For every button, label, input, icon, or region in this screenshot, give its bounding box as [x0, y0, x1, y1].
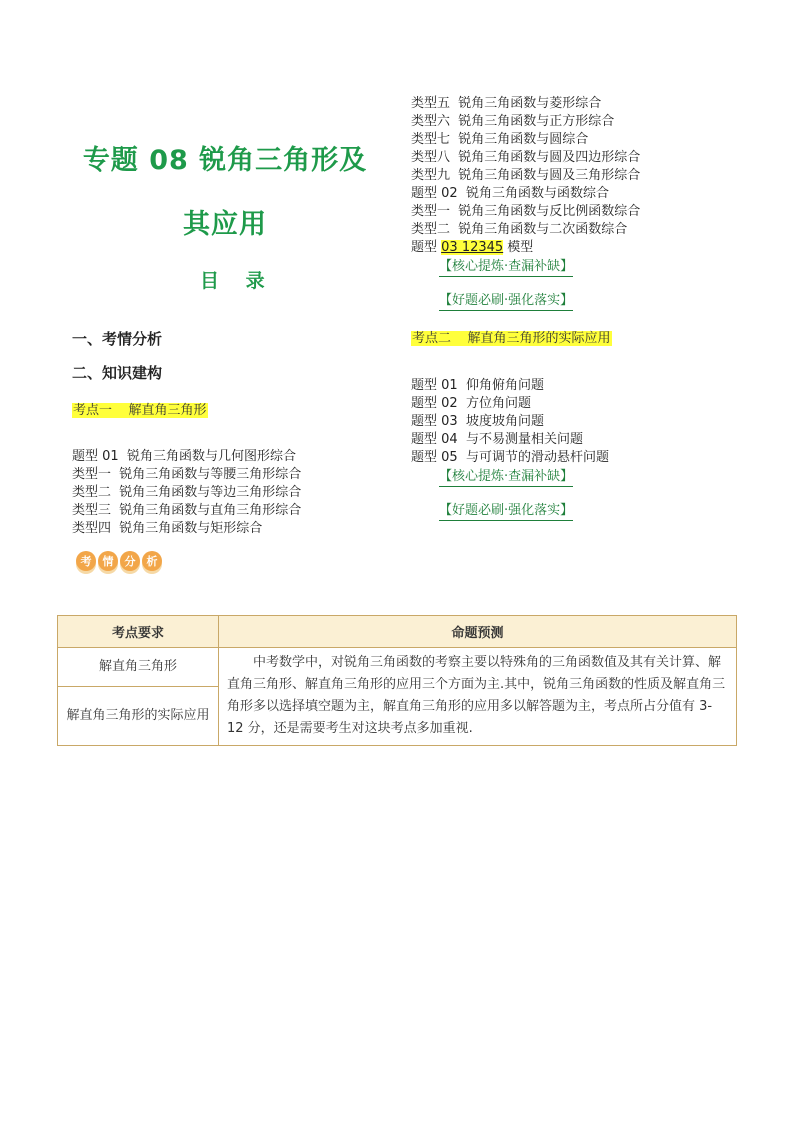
section-knowledge[interactable]: 二、知识建构: [72, 364, 163, 382]
exam-requirements-table: [57, 615, 737, 746]
table-header-row: [58, 616, 737, 648]
point2-text: 考点二 解直角三角形的实际应用: [412, 331, 611, 346]
point2-label[interactable]: [411, 327, 612, 346]
requirement-cell: 解直角三角形的实际应用: [58, 687, 219, 746]
toc-item[interactable]: 题型 01 仰角俯角问题: [411, 378, 544, 393]
badge-char: 考: [76, 551, 96, 571]
requirement-cell: 解直角三角形: [58, 648, 219, 687]
model-number: 03 12345: [441, 240, 504, 255]
toc-item[interactable]: 题型 03 坡度坡角问题: [411, 414, 544, 429]
core-summary-link-2[interactable]: 【核心提炼·查漏补缺】: [439, 468, 573, 487]
core-summary-link[interactable]: 【核心提炼·查漏补缺】: [439, 258, 573, 277]
toc-item[interactable]: 题型 02 锐角三角函数与函数综合: [411, 186, 609, 201]
page-title-line1: 专题 08 锐角三角形及: [82, 145, 368, 176]
header-prediction: 命题预测: [219, 616, 737, 648]
toc-item[interactable]: 类型九 锐角三角函数与圆及三角形综合: [411, 168, 641, 183]
right-toc-list: [411, 95, 640, 257]
toc-heading: 目 录: [200, 270, 275, 292]
left-toc-list: [72, 448, 301, 538]
point1-label[interactable]: [72, 399, 208, 418]
toc-item[interactable]: 类型八 锐角三角函数与圆及四边形综合: [411, 150, 641, 165]
toc-item[interactable]: 类型一 锐角三角函数与等腰三角形综合: [72, 467, 302, 482]
model-suffix: 模型: [503, 240, 534, 255]
practice-link-2[interactable]: 【好题必刷·强化落实】: [439, 502, 573, 521]
toc-item[interactable]: 类型五 锐角三角函数与菱形综合: [411, 96, 602, 111]
badge-char: 析: [142, 551, 162, 571]
toc-item[interactable]: 类型二 锐角三角函数与二次函数综合: [411, 222, 628, 237]
toc-item[interactable]: 题型 04 与不易测量相关问题: [411, 432, 583, 447]
point1-text: 考点一 解直角三角形: [73, 403, 207, 418]
table-row: [58, 648, 737, 687]
toc-item[interactable]: 类型七 锐角三角函数与圆综合: [411, 132, 589, 147]
toc-item[interactable]: 题型 05 与可调节的滑动悬杆问题: [411, 450, 609, 465]
badge-char: 分: [120, 551, 140, 571]
section-analysis[interactable]: 一、考情分析: [72, 330, 163, 348]
page-title-line2: 其应用: [183, 209, 267, 240]
prediction-cell: 中考数学中，对锐角三角函数的考察主要以特殊角的三角函数值及其有关计算、解直角三角形、解直角三角形的应用三个方面为主.其中，锐角三角函数的性质及解直角三角形多以选择填空题为主，解直角三角形的应用多以解答题为主，考点所占分值有 3-12 分，还是需要考生对这块考点多加重视.: [219, 648, 737, 746]
exam-analysis-badge: [76, 551, 162, 571]
toc-item[interactable]: 题型 01 锐角三角函数与几何图形综合: [72, 449, 296, 464]
badge-char: 情: [98, 551, 118, 571]
toc-item[interactable]: 类型三 锐角三角函数与直角三角形综合: [72, 503, 302, 518]
toc-item-model[interactable]: [411, 239, 640, 257]
toc-item[interactable]: 类型六 锐角三角函数与正方形综合: [411, 114, 615, 129]
model-prefix: 题型: [411, 240, 442, 255]
toc-item[interactable]: 类型四 锐角三角函数与矩形综合: [72, 521, 263, 536]
toc-item[interactable]: 类型一 锐角三角函数与反比例函数综合: [411, 204, 641, 219]
toc-item[interactable]: 类型二 锐角三角函数与等边三角形综合: [72, 485, 302, 500]
header-requirement: 考点要求: [58, 616, 219, 648]
toc-item[interactable]: 题型 02 方位角问题: [411, 396, 531, 411]
right-toc-list-bottom: [411, 377, 609, 467]
practice-link[interactable]: 【好题必刷·强化落实】: [439, 292, 573, 311]
